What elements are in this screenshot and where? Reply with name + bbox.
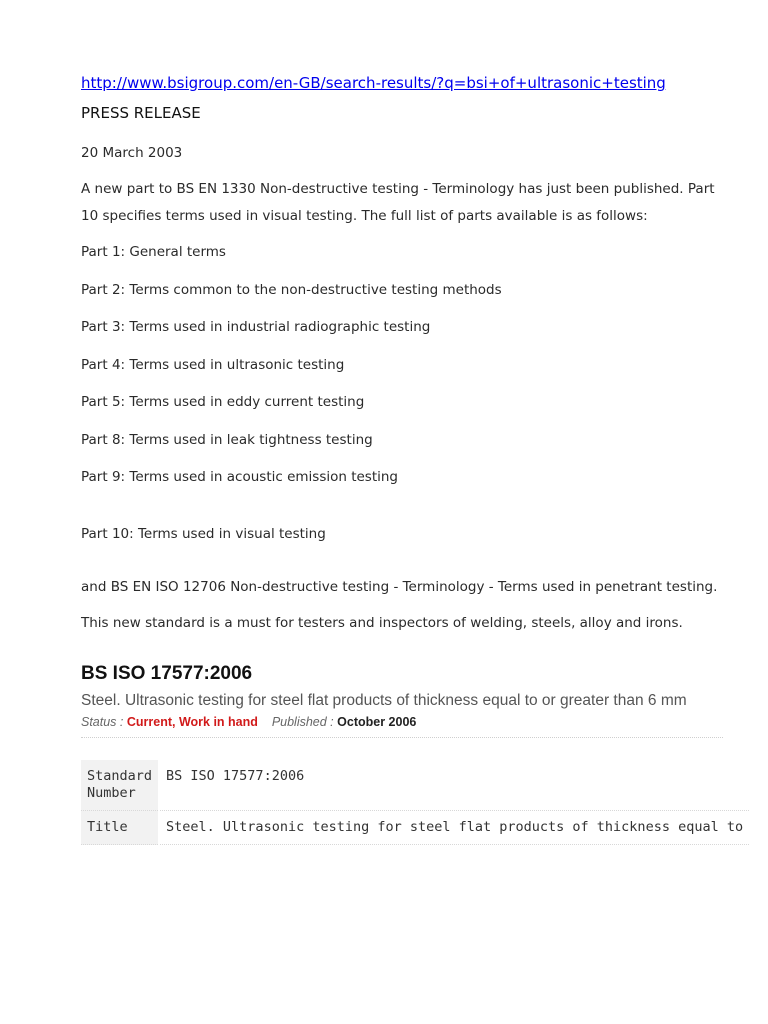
table-key-cell: Standard Number — [81, 760, 159, 811]
standard-code-heading: BS ISO 17577:2006 — [81, 663, 253, 684]
table-value-cell: BS ISO 17577:2006 — [159, 760, 749, 811]
table-key-cell: Title — [81, 811, 159, 845]
closing-paragraph: This new standard is a must for testers and inspectors of welding, steels, alloy and irons. — [81, 615, 683, 631]
list-item: Part 3: Terms used in industrial radiographic testing — [81, 319, 431, 335]
intro-paragraph: A new part to BS EN 1330 Non-destructive testing - Terminology has just been published. Part 10 specifies terms used in visual testing. The full list of parts available is as follows: — [81, 181, 715, 224]
press-release-heading: PRESS RELEASE — [81, 104, 201, 122]
status-label: Status : — [81, 715, 124, 729]
status-line — [81, 714, 723, 738]
part-10-item: Part 10: Terms used in visual testing — [81, 525, 326, 542]
list-item: Part 4: Terms used in ultrasonic testing — [81, 356, 345, 373]
list-item: Part 5: Terms used in eddy current testing — [81, 394, 365, 410]
standard-subtitle: Steel. Ultrasonic testing for steel flat products of thickness equal to or greater than 6 mm — [81, 692, 687, 709]
status-value: Current, Work in hand — [126, 715, 258, 729]
published-label: Published : — [271, 715, 334, 729]
list-item: Part 2: Terms common to the non-destructive testing methods — [81, 281, 502, 298]
iso-note-paragraph: and BS EN ISO 12706 Non-destructive testing - Terminology - Terms used in penetrant testing. — [81, 579, 718, 595]
list-item: Part 8: Terms used in leak tightness testing — [81, 431, 373, 448]
table-value-cell: Steel. Ultrasonic testing for steel flat products of thickness equal to — [159, 811, 749, 845]
release-date: 20 March 2003 — [81, 145, 183, 161]
table-row — [81, 760, 749, 811]
standard-details-table — [81, 760, 749, 845]
list-item: Part 9: Terms used in acoustic emission testing — [81, 469, 399, 485]
published-value: October 2006 — [337, 715, 417, 729]
document-page — [81, 70, 744, 845]
table-row — [81, 811, 749, 845]
source-link[interactable]: http://www.bsigroup.com/en-GB/search-results/?q=bsi+of+ultrasonic+testing — [81, 74, 666, 92]
parts-list — [81, 234, 731, 497]
list-item: Part 1: General terms — [81, 244, 226, 260]
